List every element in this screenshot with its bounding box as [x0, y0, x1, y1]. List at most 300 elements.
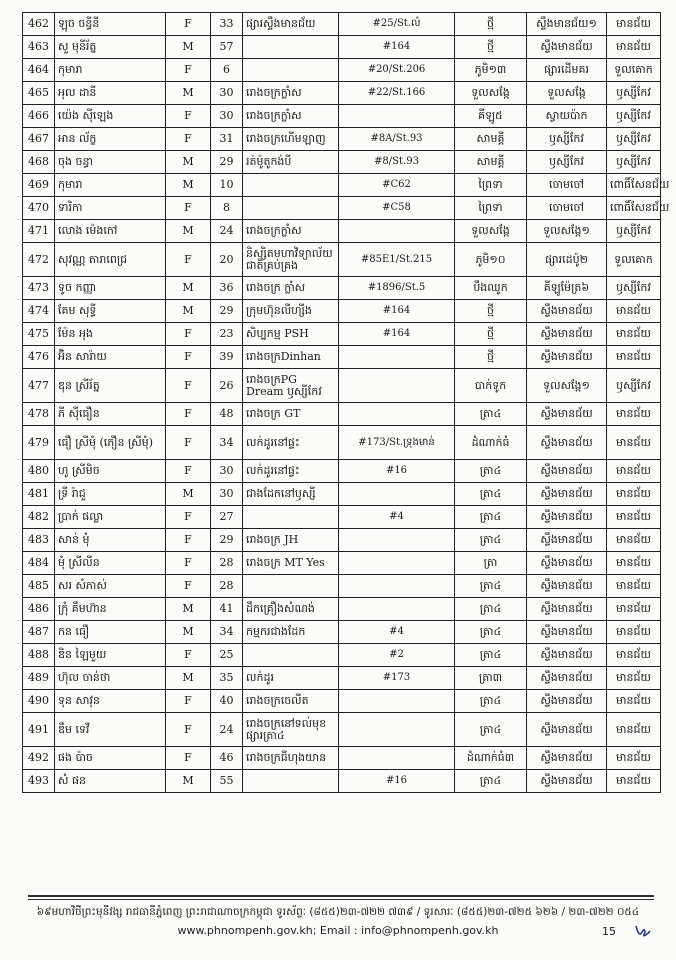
name-cell: កន ធឿ: [55, 621, 166, 644]
house-street-cell: [339, 713, 455, 747]
commune-cell: ស្ទឹងមានជ័យ: [527, 690, 607, 713]
sex-cell: F: [166, 690, 211, 713]
name-cell: ចុង ចន្ធា: [55, 151, 166, 174]
table-row: [23, 128, 661, 151]
district-cell: មានជ័យ: [607, 506, 661, 529]
occupation-cell: [243, 36, 339, 59]
row-number: 481: [23, 483, 55, 506]
district-cell: ទួលគោក: [607, 243, 661, 277]
house-street-cell: [339, 105, 455, 128]
commune-cell: ស្ទឹងមានជ័យ: [527, 770, 607, 793]
village-cell: សាមគ្គី: [455, 151, 527, 174]
email-link[interactable]: info@phnompenh.gov.kh: [361, 924, 499, 937]
table-row: [23, 690, 661, 713]
table-row: [23, 621, 661, 644]
house-street-cell: #2: [339, 644, 455, 667]
district-cell: ឫស្សីកែវ: [607, 105, 661, 128]
row-number: 483: [23, 529, 55, 552]
sex-cell: F: [166, 747, 211, 770]
age-cell: 29: [211, 151, 243, 174]
village-cell: ត្រា៤: [455, 506, 527, 529]
district-cell: មានជ័យ: [607, 460, 661, 483]
sex-cell: F: [166, 529, 211, 552]
commune-cell: ទួលសង្កែ១: [527, 369, 607, 403]
village-cell: ព្រៃទា: [455, 174, 527, 197]
occupation-cell: រោងចក្រDinhan: [243, 346, 339, 369]
village-cell: បឹងឈូក: [455, 277, 527, 300]
name-cell: ផង ប៉ាច: [55, 747, 166, 770]
table-row: [23, 644, 661, 667]
house-street-cell: #4: [339, 621, 455, 644]
age-cell: 24: [211, 220, 243, 243]
district-cell: ទួលគោក: [607, 59, 661, 82]
age-cell: 41: [211, 598, 243, 621]
village-cell: ត្រា៤: [455, 460, 527, 483]
row-number: 486: [23, 598, 55, 621]
district-cell: មានជ័យ: [607, 575, 661, 598]
village-cell: ត្រា៤: [455, 770, 527, 793]
sex-cell: M: [166, 277, 211, 300]
house-street-cell: #20/St.206: [339, 59, 455, 82]
table-row: [23, 369, 661, 403]
sex-cell: F: [166, 575, 211, 598]
table-body: [23, 13, 670, 793]
occupation-cell: រត់ម៉ូតូកង់បី: [243, 151, 339, 174]
commune-cell: ស្ទឹងមានជ័យ: [527, 552, 607, 575]
row-number: 490: [23, 690, 55, 713]
district-cell: មានជ័យ: [607, 529, 661, 552]
house-street-cell: #16: [339, 770, 455, 793]
name-cell: សរ សំភាស់: [55, 575, 166, 598]
row-number: 482: [23, 506, 55, 529]
name-cell: យ៉េង ស៊ីឡេង: [55, 105, 166, 128]
house-street-cell: #C58: [339, 197, 455, 220]
sex-cell: F: [166, 243, 211, 277]
village-cell: ត្រា៤: [455, 483, 527, 506]
house-street-cell: #8A/St.93: [339, 128, 455, 151]
district-cell: មានជ័យ: [607, 598, 661, 621]
row-number: 471: [23, 220, 55, 243]
row-number: 467: [23, 128, 55, 151]
house-street-cell: [339, 483, 455, 506]
house-street-cell: #173/St.ទ្រុងមាន់: [339, 426, 455, 460]
house-street-cell: [339, 552, 455, 575]
house-street-cell: #164: [339, 323, 455, 346]
district-cell: មានជ័យ: [607, 713, 661, 747]
name-cell: ឌុន ស្រីរ័ត្ន: [55, 369, 166, 403]
row-number: 485: [23, 575, 55, 598]
commune-cell: ឫស្សីកែវ: [527, 151, 607, 174]
table-row: [23, 59, 661, 82]
footer-address: ៦៩មហាវិថីព្រះមុនីវង្ស រាជធានីភ្នំពេញ ព្រះរាជាណាចក្រកម្ពុជា ទូរស័ព្ទៈ (៨៥៥)២៣-៧២២ ៧៣៩ / ទូរសារៈ (៨៥៥)២៣-៧២៥ ៦២៦ / ២៣-៧២២ ០៥៤: [36, 906, 640, 918]
district-cell: មានជ័យ: [607, 13, 661, 36]
sex-cell: F: [166, 59, 211, 82]
occupation-cell: ក្រុមហ៊ុនលីហ្សីង: [243, 300, 339, 323]
age-cell: 6: [211, 59, 243, 82]
commune-cell: ស្ទឹងមានជ័យ១: [527, 13, 607, 36]
age-cell: 26: [211, 369, 243, 403]
sex-cell: F: [166, 460, 211, 483]
district-cell: ឫស្សីកែវ: [607, 151, 661, 174]
age-cell: 57: [211, 36, 243, 59]
commune-cell: ស្ទឹងមានជ័យ: [527, 346, 607, 369]
occupation-cell: [243, 644, 339, 667]
row-number: 489: [23, 667, 55, 690]
occupation-cell: រោងចក្រPG Dream ឫស្សីកែវ: [243, 369, 339, 403]
village-cell: ត្រា៤: [455, 713, 527, 747]
age-cell: 34: [211, 621, 243, 644]
village-cell: ថ្មី: [455, 36, 527, 59]
table-row: [23, 713, 661, 747]
sex-cell: F: [166, 426, 211, 460]
table-row: [23, 197, 661, 220]
table-row: [23, 747, 661, 770]
commune-cell: ស្ទឹងមានជ័យ: [527, 36, 607, 59]
row-number: 479: [23, 426, 55, 460]
commune-cell: ស្ទឹងមានជ័យ: [527, 575, 607, 598]
sex-cell: M: [166, 220, 211, 243]
row-number: 468: [23, 151, 55, 174]
occupation-cell: រោងចក្រក្លាំស: [243, 82, 339, 105]
occupation-cell: ដឹកគ្រឿងសំណង់: [243, 598, 339, 621]
village-cell: ត្រា៤: [455, 598, 527, 621]
age-cell: 31: [211, 128, 243, 151]
sex-cell: M: [166, 82, 211, 105]
sex-cell: F: [166, 105, 211, 128]
table-row: [23, 220, 661, 243]
occupation-cell: រោងចក្រ MT Yes: [243, 552, 339, 575]
house-street-cell: #16: [339, 460, 455, 483]
house-street-cell: #8/St.93: [339, 151, 455, 174]
commune-cell: ស្ទឹងមានជ័យ: [527, 506, 607, 529]
occupation-cell: រោងចក្រក្លាំស: [243, 220, 339, 243]
name-cell: មុំ ស្រីលីន: [55, 552, 166, 575]
sex-cell: F: [166, 13, 211, 36]
commune-cell: គីឡូម៉ែត្រ៦: [527, 277, 607, 300]
commune-cell: ចោមចៅ: [527, 174, 607, 197]
house-street-cell: #25/St.លំ: [339, 13, 455, 36]
house-street-cell: [339, 369, 455, 403]
house-street-cell: #85E1/St.215: [339, 243, 455, 277]
table-row: [23, 460, 661, 483]
district-cell: មានជ័យ: [607, 747, 661, 770]
occupation-cell: រោងចក្រធីហុងយាន: [243, 747, 339, 770]
patient-list-table: [22, 12, 670, 793]
row-number: 466: [23, 105, 55, 128]
district-cell: មានជ័យ: [607, 346, 661, 369]
occupation-cell: រោងចក្រចេលីត: [243, 690, 339, 713]
house-street-cell: #22/St.166: [339, 82, 455, 105]
row-number: 464: [23, 59, 55, 82]
commune-cell: ស្ទឹងមានជ័យ: [527, 713, 607, 747]
age-cell: 25: [211, 644, 243, 667]
row-number: 480: [23, 460, 55, 483]
village-cell: ថ្មី: [455, 13, 527, 36]
age-cell: 36: [211, 277, 243, 300]
footer-rule-thick: [28, 895, 654, 897]
table-row: [23, 243, 661, 277]
name-cell: សាន់ មុំ: [55, 529, 166, 552]
village-cell: ត្រា៤: [455, 529, 527, 552]
table-row: [23, 13, 661, 36]
occupation-cell: លក់ដូរនៅផ្ទះ: [243, 460, 339, 483]
district-cell: មានជ័យ: [607, 770, 661, 793]
sex-cell: F: [166, 128, 211, 151]
commune-cell: ស្ទឹងមានជ័យ: [527, 621, 607, 644]
sex-cell: F: [166, 713, 211, 747]
sex-cell: F: [166, 552, 211, 575]
table-row: [23, 770, 661, 793]
name-cell: ភី ស៊ីធឿន: [55, 403, 166, 426]
house-street-cell: #164: [339, 300, 455, 323]
commune-cell: ស្ទឹងមានជ័យ: [527, 403, 607, 426]
footer-contact: [0, 924, 676, 937]
name-cell: ទូច កញ្ញា: [55, 277, 166, 300]
occupation-cell: [243, 506, 339, 529]
village-cell: ត្រា៣: [455, 667, 527, 690]
commune-cell: ចោមចៅ: [527, 197, 607, 220]
name-cell: គែម សុទ្ធី: [55, 300, 166, 323]
sex-cell: F: [166, 369, 211, 403]
name-cell: អុល ដានី: [55, 82, 166, 105]
table-row: [23, 506, 661, 529]
house-street-cell: [339, 403, 455, 426]
row-number: 493: [23, 770, 55, 793]
name-cell: ហ៊ុល ចាន់ថា: [55, 667, 166, 690]
district-cell: ឫស្សីកែវ: [607, 369, 661, 403]
house-street-cell: [339, 575, 455, 598]
age-cell: 46: [211, 747, 243, 770]
district-cell: មានជ័យ: [607, 621, 661, 644]
district-cell: មានជ័យ: [607, 323, 661, 346]
village-cell: ទួលសង្កែ: [455, 220, 527, 243]
row-number: 473: [23, 277, 55, 300]
village-cell: ព្រៃទា: [455, 197, 527, 220]
sex-cell: M: [166, 621, 211, 644]
commune-cell: ស្ទឹងមានជ័យ: [527, 426, 607, 460]
table-row: [23, 598, 661, 621]
age-cell: 28: [211, 575, 243, 598]
district-cell: មានជ័យ: [607, 483, 661, 506]
website-link[interactable]: www.phnompenh.gov.kh: [177, 924, 313, 937]
age-cell: 30: [211, 460, 243, 483]
village-cell: ភូមិ១០: [455, 243, 527, 277]
occupation-cell: សិប្បកម្ម PSH: [243, 323, 339, 346]
commune-cell: ស្ទឹងមានជ័យ: [527, 323, 607, 346]
sex-cell: F: [166, 197, 211, 220]
table-row: [23, 151, 661, 174]
commune-cell: ស្ទឹងមានជ័យ: [527, 460, 607, 483]
village-cell: ភូមិ១៣: [455, 59, 527, 82]
row-number: 478: [23, 403, 55, 426]
occupation-cell: លក់ដូរ: [243, 667, 339, 690]
house-street-cell: #C62: [339, 174, 455, 197]
name-cell: ឌិន ឡៃមួយ: [55, 644, 166, 667]
house-street-cell: [339, 529, 455, 552]
age-cell: 20: [211, 243, 243, 277]
row-number: 474: [23, 300, 55, 323]
house-street-cell: [339, 690, 455, 713]
table-row: [23, 346, 661, 369]
age-cell: 34: [211, 426, 243, 460]
age-cell: 30: [211, 483, 243, 506]
age-cell: 29: [211, 300, 243, 323]
sex-cell: M: [166, 151, 211, 174]
name-cell: លោង ម៉េងកៅ: [55, 220, 166, 243]
name-cell: ហូ ស្រីមិច: [55, 460, 166, 483]
table-row: [23, 277, 661, 300]
age-cell: 8: [211, 197, 243, 220]
name-cell: អាន ល័ក្ខ: [55, 128, 166, 151]
table-row: [23, 483, 661, 506]
village-cell: ត្រា៤: [455, 644, 527, 667]
table-row: [23, 174, 661, 197]
commune-cell: ឫស្សីកែវ: [527, 128, 607, 151]
row-number: 463: [23, 36, 55, 59]
row-number: 491: [23, 713, 55, 747]
row-number: 462: [23, 13, 55, 36]
occupation-cell: រោងចក្រក្លាំស: [243, 105, 339, 128]
name-cell: ឌឹម ទេវី: [55, 713, 166, 747]
name-cell: ប្រាក់ ផល្លា: [55, 506, 166, 529]
occupation-cell: កម្មករជាងដែក: [243, 621, 339, 644]
house-street-cell: [339, 220, 455, 243]
commune-cell: ស្ទឹងមានជ័យ: [527, 529, 607, 552]
handwritten-initials-mark: [632, 920, 652, 944]
district-cell: ពោធិ៍សែនជ័យ: [607, 197, 661, 220]
district-cell: មានជ័យ: [607, 690, 661, 713]
village-cell: គីឡូ៥: [455, 105, 527, 128]
occupation-cell: លក់ដូរនៅផ្ទះ: [243, 426, 339, 460]
table-row: [23, 426, 661, 460]
name-cell: ធឿ ស្រីមុំ (ភឿន ស្រីមុំ): [55, 426, 166, 460]
name-cell: ឡុច ចន្ធីនី: [55, 13, 166, 36]
table-row: [23, 82, 661, 105]
sex-cell: M: [166, 300, 211, 323]
table-row: [23, 300, 661, 323]
district-cell: មានជ័យ: [607, 552, 661, 575]
occupation-cell: [243, 174, 339, 197]
table-row: [23, 105, 661, 128]
occupation-cell: ផ្សារស្ទឹងមានជ័យ: [243, 13, 339, 36]
table-row: [23, 403, 661, 426]
village-cell: ដំណាក់ធំ៣: [455, 747, 527, 770]
occupation-cell: ជាងដែកនៅឫស្សី: [243, 483, 339, 506]
commune-cell: ទួលសង្កែ: [527, 82, 607, 105]
row-number: 469: [23, 174, 55, 197]
age-cell: 35: [211, 667, 243, 690]
commune-cell: ស្ទឹងមានជ័យ: [527, 644, 607, 667]
district-cell: ឫស្សីកែវ: [607, 82, 661, 105]
age-cell: 55: [211, 770, 243, 793]
row-number: 476: [23, 346, 55, 369]
commune-cell: ស្ទឹងមានជ័យ: [527, 483, 607, 506]
village-cell: ថ្មី: [455, 323, 527, 346]
commune-cell: ស្ទឹងមានជ័យ: [527, 300, 607, 323]
row-number: 465: [23, 82, 55, 105]
page-number: 15: [602, 925, 616, 938]
name-cell: ម៉ែន អុង: [55, 323, 166, 346]
age-cell: 28: [211, 552, 243, 575]
name-cell: ទុន សាវុន: [55, 690, 166, 713]
village-cell: ត្រា៤: [455, 403, 527, 426]
district-cell: ឫស្សីកែវ: [607, 277, 661, 300]
village-cell: ថ្មី: [455, 300, 527, 323]
occupation-cell: រោងចក្រនៅទល់មុខផ្សារត្រា៤: [243, 713, 339, 747]
age-cell: 30: [211, 105, 243, 128]
house-street-cell: [339, 346, 455, 369]
sex-cell: F: [166, 506, 211, 529]
house-street-cell: [339, 598, 455, 621]
sex-cell: F: [166, 323, 211, 346]
age-cell: 23: [211, 323, 243, 346]
occupation-cell: រោងចក្រ GT: [243, 403, 339, 426]
occupation-cell: រោងចក្រហើមឡាញ: [243, 128, 339, 151]
village-cell: ថ្មី: [455, 346, 527, 369]
occupation-cell: រោងចក្រ ក្លាំស: [243, 277, 339, 300]
occupation-cell: [243, 197, 339, 220]
row-number: 477: [23, 369, 55, 403]
sex-cell: F: [166, 346, 211, 369]
house-street-cell: #1896/St.5: [339, 277, 455, 300]
table-row: [23, 667, 661, 690]
name-cell: អ៊ិន សារ៉ាយ: [55, 346, 166, 369]
name-cell: កុមារា: [55, 174, 166, 197]
village-cell: ដំណាក់ធំ: [455, 426, 527, 460]
house-street-cell: #4: [339, 506, 455, 529]
row-number: 472: [23, 243, 55, 277]
commune-cell: ផ្សារដើមគរ: [527, 59, 607, 82]
age-cell: 33: [211, 13, 243, 36]
district-cell: មានជ័យ: [607, 300, 661, 323]
district-cell: ឫស្សីកែវ: [607, 128, 661, 151]
district-cell: ពោធិ៍សែនជ័យ: [607, 174, 661, 197]
sex-cell: M: [166, 483, 211, 506]
name-cell: ក្រុំ គឹមហ៊ាន: [55, 598, 166, 621]
row-number: 492: [23, 747, 55, 770]
age-cell: 27: [211, 506, 243, 529]
village-cell: ត្រា៤: [455, 575, 527, 598]
age-cell: 40: [211, 690, 243, 713]
commune-cell: ស្ទឹងមានជ័យ: [527, 747, 607, 770]
row-number: 470: [23, 197, 55, 220]
footer-rule-thin: [28, 899, 654, 900]
sex-cell: M: [166, 598, 211, 621]
table-row: [23, 575, 661, 598]
table-row: [23, 552, 661, 575]
name-cell: សួ មុនីរ័ត្ន: [55, 36, 166, 59]
occupation-cell: និស្សិតមហាវិទ្យាល័យជាតិគ្រប់គ្រង: [243, 243, 339, 277]
district-cell: មានជ័យ: [607, 403, 661, 426]
house-street-cell: #164: [339, 36, 455, 59]
village-cell: ត្រា៤: [455, 690, 527, 713]
name-cell: កុមារា: [55, 59, 166, 82]
district-cell: មានជ័យ: [607, 644, 661, 667]
table-row: [23, 36, 661, 59]
village-cell: ត្រា៤: [455, 621, 527, 644]
district-cell: ឫស្សីកែវ: [607, 220, 661, 243]
age-cell: 39: [211, 346, 243, 369]
sex-cell: F: [166, 644, 211, 667]
village-cell: ត្រា: [455, 552, 527, 575]
district-cell: មានជ័យ: [607, 426, 661, 460]
commune-cell: ផ្សារដេប៉ូ២: [527, 243, 607, 277]
village-cell: បាក់ទូក: [455, 369, 527, 403]
sex-cell: F: [166, 403, 211, 426]
house-street-cell: #173: [339, 667, 455, 690]
row-number: 488: [23, 644, 55, 667]
name-cell: ទារិកា: [55, 197, 166, 220]
